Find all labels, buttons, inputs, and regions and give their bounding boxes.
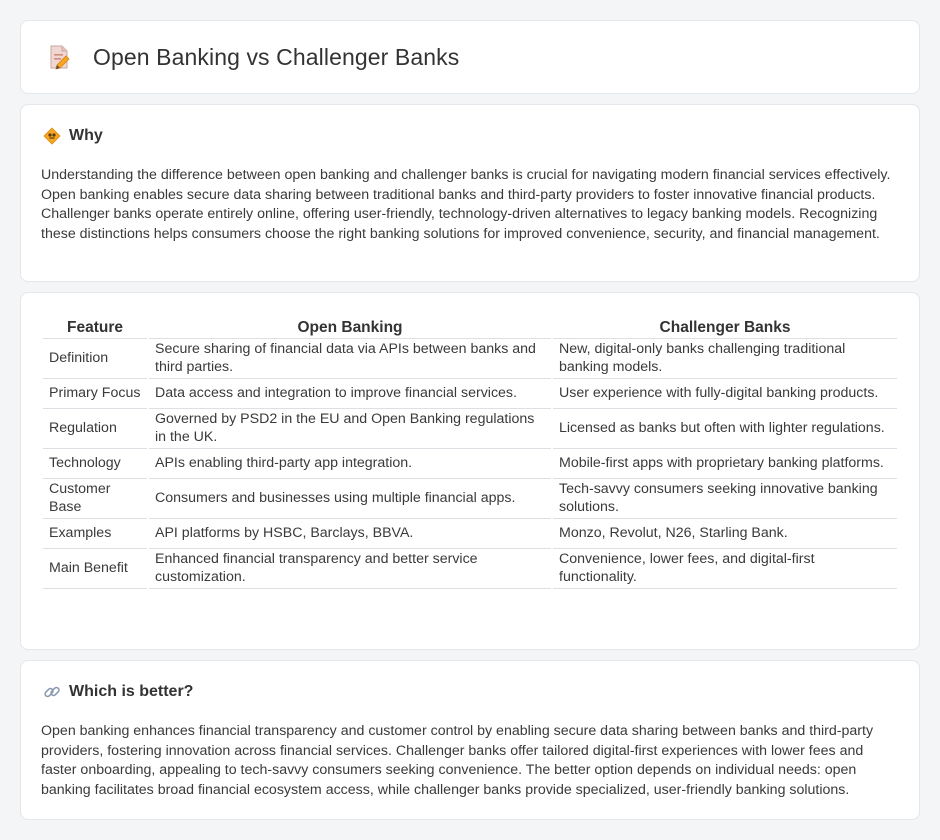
page-title: Open Banking vs Challenger Banks bbox=[93, 43, 460, 70]
challenger-banks-cell: Mobile-first apps with proprietary banking platforms. bbox=[553, 449, 897, 479]
better-title: Which is better? bbox=[69, 683, 194, 700]
feature-cell: Customer Base bbox=[43, 479, 147, 519]
better-header bbox=[43, 683, 193, 701]
title-row bbox=[45, 43, 459, 71]
header-feature: Feature bbox=[43, 315, 147, 339]
why-title: Why bbox=[69, 127, 103, 144]
table-row bbox=[43, 339, 897, 379]
why-text: Understanding the difference between open banking and challenger banks is crucial for navigating modern financial services effectively. Open banking enables secure data sharing between traditional banks and third-party providers to foster innovative financial products. Challenger banks operate entirely online, offering user-friendly, technology-driven alternatives to legacy banking models. Recognizing these distinctions helps consumers choose the right banking solutions for improved convenience, security, and financial management. bbox=[41, 167, 891, 242]
table-header-row bbox=[43, 315, 897, 339]
challenger-banks-cell: New, digital-only banks challenging traditional banking models. bbox=[553, 339, 897, 379]
diamond-sign-icon bbox=[43, 127, 61, 145]
comparison-card bbox=[20, 292, 920, 650]
feature-cell: Main Benefit bbox=[43, 549, 147, 589]
challenger-banks-cell: Tech-savvy consumers seeking innovative banking solutions. bbox=[553, 479, 897, 519]
open-banking-cell: Data access and integration to improve financial services. bbox=[149, 379, 551, 409]
challenger-banks-cell: Convenience, lower fees, and digital-first functionality. bbox=[553, 549, 897, 589]
table-row bbox=[43, 479, 897, 519]
feature-cell: Regulation bbox=[43, 409, 147, 449]
better-card bbox=[20, 660, 920, 820]
feature-cell: Primary Focus bbox=[43, 379, 147, 409]
better-text: Open banking enhances financial transparency and customer control by enabling secure data sharing between banks and third-party providers, fostering innovation across financial services. Challenger banks offer tailored digital-first experiences with lower fees and faster onboarding, appealing to tech-savvy consumers seeking convenience. The better option depends on individual needs: open banking facilitates broad financial ecosystem access, while challenger banks provide specialized, user-friendly banking solutions. bbox=[41, 723, 874, 798]
document-pencil-icon bbox=[45, 43, 73, 71]
table-row bbox=[43, 549, 897, 589]
header-open-banking: Open Banking bbox=[149, 315, 551, 339]
open-banking-cell: Governed by PSD2 in the EU and Open Banking regulations in the UK. bbox=[149, 409, 551, 449]
link-icon bbox=[43, 683, 61, 701]
why-card bbox=[20, 104, 920, 282]
table-row bbox=[43, 449, 897, 479]
open-banking-cell: Enhanced financial transparency and better service customization. bbox=[149, 549, 551, 589]
open-banking-cell: Consumers and businesses using multiple financial apps. bbox=[149, 479, 551, 519]
table-row bbox=[43, 379, 897, 409]
challenger-banks-cell: Licensed as banks but often with lighter regulations. bbox=[553, 409, 897, 449]
why-header bbox=[43, 127, 103, 145]
open-banking-cell: API platforms by HSBC, Barclays, BBVA. bbox=[149, 519, 551, 549]
challenger-banks-cell: User experience with fully-digital banking products. bbox=[553, 379, 897, 409]
feature-cell: Examples bbox=[43, 519, 147, 549]
comparison-table bbox=[41, 315, 899, 589]
open-banking-cell: Secure sharing of financial data via APIs between banks and third parties. bbox=[149, 339, 551, 379]
challenger-banks-cell: Monzo, Revolut, N26, Starling Bank. bbox=[553, 519, 897, 549]
header-challenger-banks: Challenger Banks bbox=[553, 315, 897, 339]
feature-cell: Definition bbox=[43, 339, 147, 379]
table-row bbox=[43, 409, 897, 449]
title-card bbox=[20, 20, 920, 94]
feature-cell: Technology bbox=[43, 449, 147, 479]
table-row bbox=[43, 519, 897, 549]
open-banking-cell: APIs enabling third-party app integration. bbox=[149, 449, 551, 479]
